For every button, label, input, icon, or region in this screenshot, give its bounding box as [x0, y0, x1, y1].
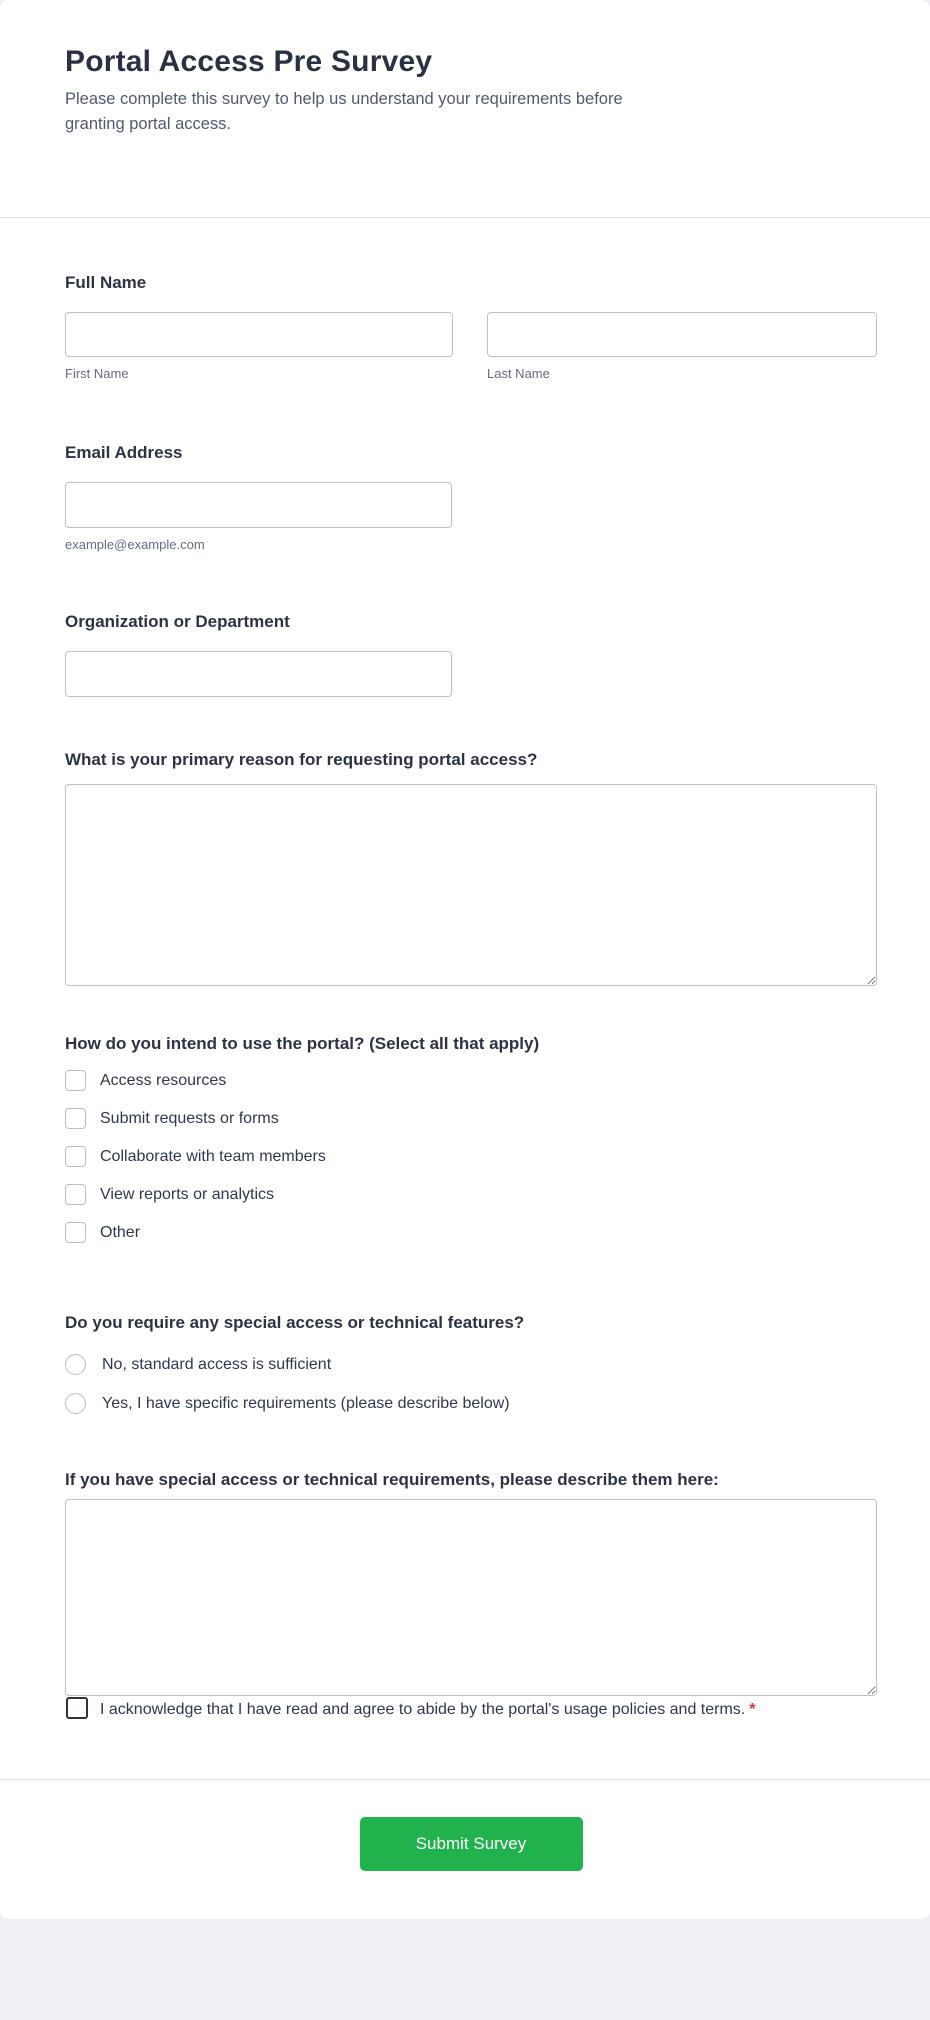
option-label: Other: [100, 1224, 141, 1241]
first-name-sublabel: First Name: [65, 366, 129, 381]
radio-option-yes-specific[interactable]: [65, 1393, 877, 1414]
field-special-requirements: [65, 1469, 877, 1696]
submit-button[interactable]: Submit Survey: [360, 1817, 583, 1871]
organization-input[interactable]: [65, 651, 452, 697]
email-sublabel: example@example.com: [65, 537, 205, 552]
radio-option-no-standard[interactable]: [65, 1354, 877, 1375]
field-email: [65, 442, 877, 553]
acknowledgement-row[interactable]: [53, 1701, 755, 1718]
view-reports-checkbox[interactable]: [65, 1184, 86, 1205]
checkbox-option-collaborate[interactable]: [65, 1146, 877, 1167]
last-name-column: [487, 312, 877, 382]
field-organization: [65, 611, 877, 697]
usage-intent-label: How do you intend to use the portal? (Select all that apply): [65, 1034, 540, 1053]
organization-label: Organization or Department: [65, 612, 290, 631]
option-label: Collaborate with team members: [100, 1148, 326, 1165]
yes-specific-requirements-radio[interactable]: [65, 1393, 86, 1414]
last-name-input[interactable]: [487, 312, 877, 357]
acknowledgement-checkbox[interactable]: [66, 1697, 88, 1719]
option-label: No, standard access is sufficient: [102, 1356, 332, 1373]
email-input[interactable]: [65, 482, 452, 528]
checkbox-option-access-resources[interactable]: [65, 1070, 877, 1091]
other-checkbox[interactable]: [65, 1222, 86, 1243]
option-label: Submit requests or forms: [100, 1110, 279, 1127]
primary-reason-textarea[interactable]: [65, 784, 877, 986]
full-name-label: Full Name: [65, 273, 147, 292]
primary-reason-label: What is your primary reason for requesting portal access?: [65, 750, 538, 769]
collaborate-checkbox[interactable]: [65, 1146, 86, 1167]
form-subtitle: Please complete this survey to help us understand your requirements before granting portal access.: [65, 90, 623, 133]
form-footer: [65, 1780, 877, 1919]
name-row: [65, 312, 877, 382]
email-label: Email Address: [65, 443, 183, 462]
option-label: View reports or analytics: [100, 1186, 274, 1203]
page-title: Portal Access Pre Survey: [65, 45, 433, 78]
last-name-sublabel: Last Name: [487, 366, 550, 381]
option-label: Access resources: [100, 1072, 227, 1089]
no-standard-access-radio[interactable]: [65, 1354, 86, 1375]
special-requirements-label: If you have special access or technical requirements, please describe them here:: [65, 1470, 719, 1489]
access-resources-checkbox[interactable]: [65, 1070, 86, 1091]
field-usage-intent: [65, 1033, 877, 1243]
form-body: [0, 272, 930, 1919]
submit-requests-checkbox[interactable]: [65, 1108, 86, 1129]
form-header: [0, 0, 930, 218]
special-access-options: [65, 1354, 877, 1414]
usage-intent-options: [65, 1070, 877, 1243]
acknowledgement-text: I acknowledge that I have read and agree to abide by the portal's usage policies and terms.: [100, 1701, 746, 1718]
field-full-name: [65, 272, 877, 382]
special-access-label: Do you require any special access or technical features?: [65, 1313, 525, 1332]
checkbox-option-other[interactable]: [65, 1222, 877, 1243]
first-name-input[interactable]: [65, 312, 453, 357]
field-primary-reason: [65, 749, 877, 986]
option-label: Yes, I have specific requirements (please describe below): [102, 1395, 510, 1412]
required-asterisk: *: [749, 1701, 756, 1718]
special-requirements-textarea[interactable]: [65, 1499, 877, 1696]
checkbox-option-view-reports[interactable]: [65, 1184, 877, 1205]
checkbox-option-submit-requests[interactable]: [65, 1108, 877, 1129]
first-name-column: [65, 312, 453, 382]
field-special-access: [65, 1312, 877, 1414]
